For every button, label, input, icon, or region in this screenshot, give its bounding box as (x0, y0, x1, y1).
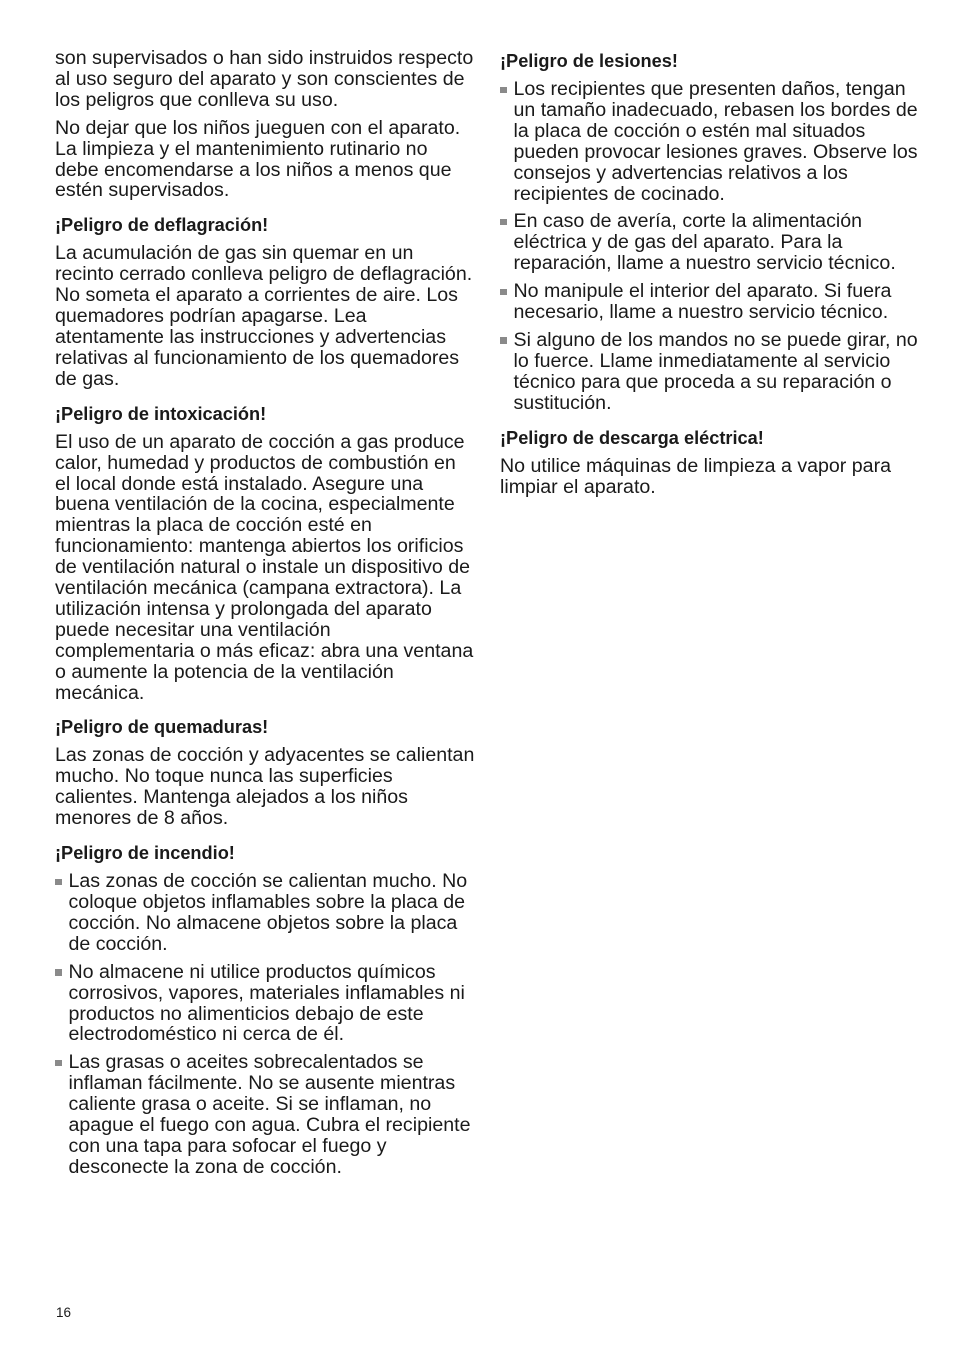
list-item-text: No almacene ni utilice productos químicos corrosivos, vapores, materiales inflamables ni productos no alimenticios debajo de este electrodoméstico ni cerca de él. (68, 960, 465, 1046)
square-bullet-icon (55, 879, 62, 886)
list-item-text: Los recipientes que presenten daños, tengan un tamaño inadecuado, rebasen los bordes de la placa de cocción o estén mal situados pueden provocar lesiones graves. Observe los consejos y advertencias relativos a los recipientes de cocinado. (513, 78, 918, 205)
list-item (500, 79, 920, 204)
list-item-text: Las grasas o aceites sobrecalentados se inflaman fácilmente. No se ausente mientras caliente grasa o aceite. Si se inflaman, no apague el fuego con agua. Cubra el recipiente con una tapa para sofocar el fuego y desconecte la zona de cocción. (68, 1051, 471, 1178)
square-bullet-icon (500, 289, 507, 296)
right-column (500, 48, 920, 504)
intoxication-heading: ¡Peligro de intoxicación! (55, 403, 267, 424)
injuries-list (500, 79, 920, 414)
fire-list (55, 871, 475, 1178)
square-bullet-icon (500, 337, 507, 344)
list-item (500, 211, 920, 274)
list-item (55, 962, 475, 1046)
injuries-heading: ¡Peligro de lesiones! (500, 51, 678, 71)
burns-text: Las zonas de cocción y adyacentes se calientan mucho. No toque nunca las superficies calientes. Mantenga alejados a los niños menores de 8 años. (55, 744, 475, 830)
list-item (500, 281, 920, 323)
left-column (55, 48, 475, 1185)
intoxication-text: El uso de un aparato de cocción a gas produce calor, humedad y productos de combustión en el local donde está instalado. Asegure una buena ventilación de la cocina, especialmente mientras la placa de cocción esté en funcionamiento: mantenga abiertos los orificios de ventilación natural o instale un dispositivo de ventilación mecánica (campana extractora). La utilización intensa y prolongada del aparato puede necesitar una ventilación complementaria o más eficaz: abra una ventana o aumente la potencia de la ventilación mecánica. (55, 430, 474, 704)
square-bullet-icon (55, 969, 62, 976)
page-number: 16 (56, 1305, 72, 1320)
electric-shock-text: No utilice máquinas de limpieza a vapor para limpiar el aparato. (500, 454, 891, 498)
intro-paragraph: son supervisados o han sido instruidos respecto al uso seguro del aparato y son conscientes de los peligros que conlleva su uso. (55, 47, 474, 111)
square-bullet-icon (500, 87, 507, 94)
square-bullet-icon (500, 219, 507, 226)
list-item-text: Si alguno de los mandos no se puede girar, no lo fuerce. Llame inmediatamente al servicio técnico para que proceda a su reparación o sustitución. (513, 328, 918, 414)
deflagration-text: La acumulación de gas sin quemar en un recinto cerrado conlleva peligro de deflagración. No someta el aparato a corrientes de aire. Los quemadores podrían apagarse. Lea atentamente las instrucciones y advertencias relativas al funcionamiento de los quemadores de gas. (55, 242, 473, 390)
electric-shock-heading: ¡Peligro de descarga eléctrica! (500, 427, 764, 448)
deflagration-heading: ¡Peligro de deflagración! (55, 215, 269, 236)
list-item (55, 1052, 475, 1177)
children-paragraph: No dejar que los niños jueguen con el aparato. La limpieza y el mantenimiento rutinario no debe encomendarse a los niños a menos que estén supervisados. (55, 116, 461, 202)
list-item-text: No manipule el interior del aparato. Si fuera necesario, llame a nuestro servicio técnico. (513, 280, 892, 324)
list-item-text: Las zonas de cocción se calientan mucho. No coloque objetos inflamables sobre la placa de cocción. No almacene objetos sobre la placa de cocción. (68, 870, 468, 955)
list-item-text: En caso de avería, corte la alimentación eléctrica y de gas del aparato. Para la reparación, llame a nuestro servicio técnico. (513, 210, 896, 275)
list-item (500, 330, 920, 414)
fire-heading: ¡Peligro de incendio! (55, 843, 235, 864)
list-item (55, 871, 475, 955)
square-bullet-icon (55, 1060, 62, 1067)
burns-heading: ¡Peligro de quemaduras! (55, 717, 269, 738)
